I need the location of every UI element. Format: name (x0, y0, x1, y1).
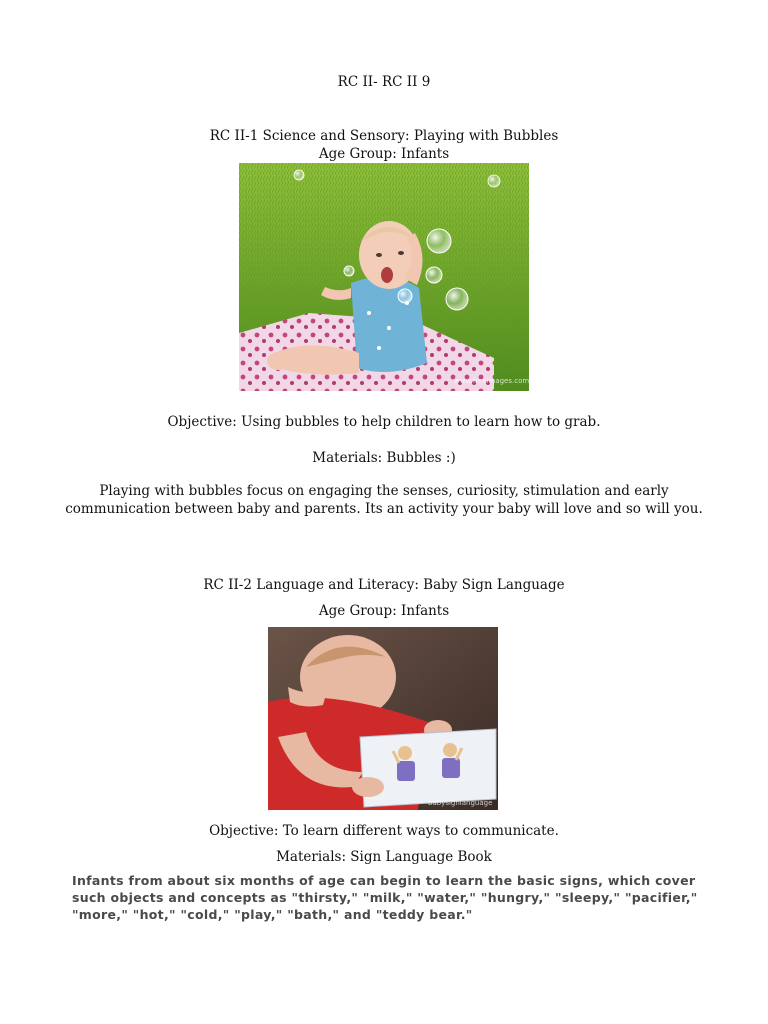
activity1-description: Playing with bubbles focus on engaging the senses, curiosity, stimulation and early communication between baby and parents. Its an activity your baby will love and so will you. (65, 483, 703, 517)
activity2-materials: Materials: Sign Language Book (276, 849, 492, 865)
activity2-objective: Objective: To learn different ways to communicate. (209, 823, 559, 839)
baby-reading-sign-book-photo (268, 627, 498, 810)
photo1-watermark: www.freeimages.com (454, 377, 529, 385)
activity1-objective: Objective: Using bubbles to help children to learn how to grab. (167, 414, 601, 430)
photo2-watermark: babysignlanguage (428, 799, 493, 807)
activity1-age-group: Age Group: Infants (318, 146, 450, 162)
activity1-title: RC II-1 Science and Sensory: Playing with Bubbles (209, 128, 559, 144)
activity1-materials: Materials: Bubbles :) (312, 450, 456, 466)
activity2-description: Infants from about six months of age can begin to learn the basic signs, which cover such objects and concepts as "thirsty," "milk," "water," "hungry," "sleepy," "pacifier," "more," "hot," "cold," "play," "bath," and "teddy bear." (72, 873, 698, 922)
activity2-title: RC II-2 Language and Literacy: Baby Sign Language (203, 577, 565, 593)
baby-with-bubbles-photo (239, 163, 529, 391)
activity2-age-group: Age Group: Infants (318, 603, 450, 619)
page-title: RC II- RC II 9 (337, 74, 431, 90)
